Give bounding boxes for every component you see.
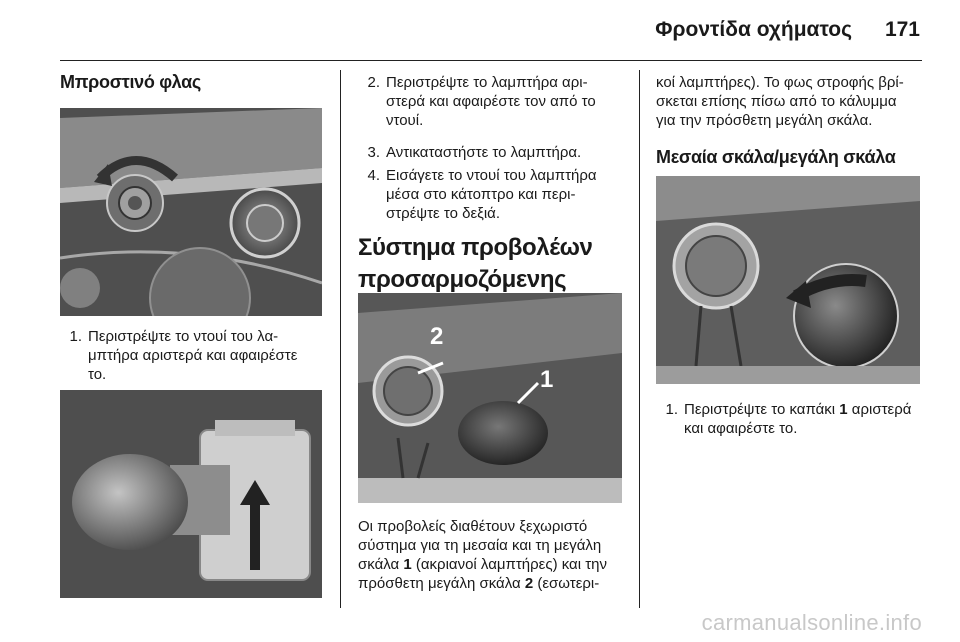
page-section-title: Φροντίδα οχήματος	[655, 18, 852, 41]
step-text	[88, 327, 297, 384]
step-line: στερά και αφαιρέστε τον από το	[386, 93, 596, 110]
para-text: (εσωτερι-	[533, 575, 600, 592]
step-text-part: αριστερά	[847, 401, 912, 418]
step-line: το.	[88, 366, 107, 383]
step-text	[386, 73, 596, 130]
ref-number: 1	[403, 556, 412, 573]
ref-number: 2	[524, 575, 534, 592]
para-text: σκάλα	[358, 556, 404, 573]
step-number: 4.	[367, 167, 380, 184]
continued-description	[656, 73, 922, 130]
adaptive-headlight-description	[358, 517, 624, 593]
step-number: 2.	[367, 74, 380, 91]
para-text: πρόσθετη μεγάλη σκάλα	[358, 575, 525, 592]
heading-line: Σύστημα προβολέων	[358, 234, 593, 261]
para-line: σκεται επίσης πίσω από το κάλυμμα	[656, 93, 897, 110]
step-number: 1.	[69, 328, 82, 345]
step-line: Εισάγετε το ντουί του λαμπτήρα	[386, 167, 597, 184]
ref-number: 1	[839, 401, 848, 418]
low-high-beam-figure	[656, 176, 920, 384]
watermark: carmanualsonline.info	[701, 610, 922, 635]
para-line: για την πρόσθετη μεγάλη σκάλα.	[656, 112, 873, 129]
heading-line: προσαρμοζόμενης	[358, 266, 567, 293]
step-line: Περιστρέψτε το ντουί του λα-	[88, 328, 279, 345]
page-number: 171	[884, 18, 920, 41]
step-line: μπτήρα αριστερά και αφαιρέστε	[88, 347, 298, 364]
step-line: στρέψτε το δεξιά.	[386, 205, 501, 222]
step-line: και αφαιρέστε το.	[684, 420, 798, 437]
adaptive-headlight-figure	[358, 293, 622, 503]
front-indicator-figure-1	[60, 108, 322, 316]
step-text	[386, 166, 597, 223]
header-divider	[60, 60, 922, 61]
callout-2: 2	[430, 323, 444, 350]
step-number: 1.	[665, 401, 678, 418]
step-line: μέσα στο κάτοπτρο και περι-	[386, 186, 576, 203]
front-indicator-figure-2	[60, 390, 322, 598]
section-heading-low-high-beam: Μεσαία σκάλα/μεγάλη σκάλα	[656, 147, 896, 167]
step-text	[684, 400, 911, 438]
callout-1: 1	[540, 366, 554, 393]
column-divider	[639, 70, 640, 608]
section-heading-front-indicator: Μπροστινό φλας	[60, 72, 201, 92]
column-divider	[340, 70, 341, 608]
para-text: (ακριανοί λαμπτήρες) και την	[411, 556, 607, 573]
step-line: Περιστρέψτε το λαμπτήρα αρι-	[386, 74, 588, 91]
para-line: σύστημα για τη μεσαία και τη μεγάλη	[358, 537, 602, 554]
para-line: Οι προβολείς διαθέτουν ξεχωριστό	[358, 518, 588, 535]
step-number: 3.	[367, 144, 380, 161]
step-line: Αντικαταστήστε το λαμπτήρα.	[386, 144, 582, 161]
para-line: κοί λαμπτήρες). Το φως στροφής βρί-	[656, 74, 904, 91]
step-line: ντουί.	[386, 112, 424, 129]
step-text-part: Περιστρέψτε το καπάκι	[684, 401, 840, 418]
step-text	[386, 143, 581, 162]
